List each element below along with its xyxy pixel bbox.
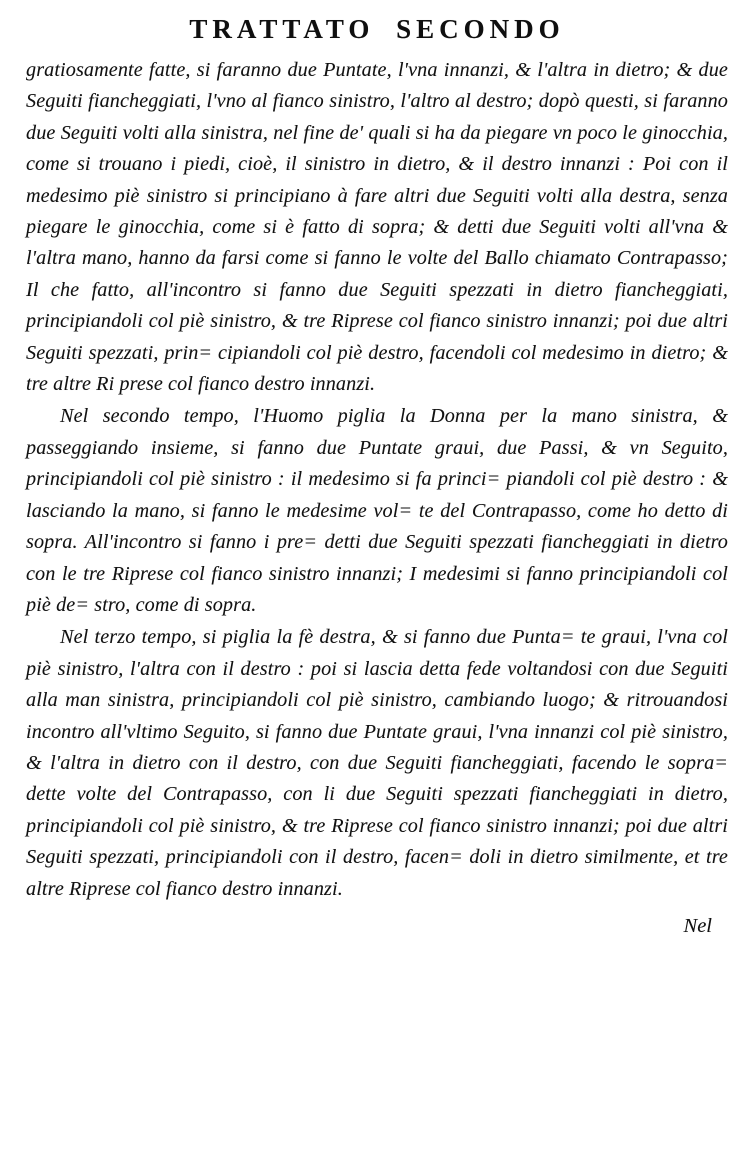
page-body (26, 55, 728, 905)
paragraph-1: gratiosamente fatte, si faranno due Puntate, l'vna innanzi, & l'altra in dietro; & due Seguiti fiancheggiati, l'vno al fianco sinistro, l'altro al destro; dopò questi, si faranno due Seguiti volti alla sinistra, nel fine de' quali si ha da piegare vn poco le ginocchia, come si trouano i piedi, cioè, il sinistro in dietro, & il destro innanzi : Poi con il medesimo piè sinistro si principiano à fare altri due Seguiti volti alla destra, senza piegare le ginocchia, come si è fatto di sopra; & detti due Seguiti volti all'vna & l'altra mano, hanno da farsi come si fanno le volte del Ballo chiamato Contrapasso; Il che fatto, all'incontro si fanno due Seguiti spezzati in dietro fiancheggiati, principiandoli col piè sinistro, & tre Riprese col fianco sinistro innanzi; poi due altri Seguiti spezzati, prin= cipiandoli col piè destro, facendoli col medesimo in dietro; & tre altre Ri prese col fianco destro innanzi. (26, 59, 728, 396)
page-running-head: TRATTATO SECONDO (189, 14, 565, 44)
paragraph-3: Nel terzo tempo, si piglia la fè destra, & si fanno due Punta= te graui, l'vna col piè sinistro, l'altra con il destro : poi si lascia detta fede voltandosi con due Seguiti alla man sinistra, principiandoli col piè sinistro, cambiando luogo; & ritrouandosi incontro all'vltimo Seguito, si fanno due Puntate graui, l'vna innanzi col piè sinistro, & l'altra in dietro con il destro, con due Seguiti fiancheggiati, facendo le sopra= dette volte del Contrapasso, con li due Seguiti spezzati fiancheggiati in dietro, principiandoli col piè sinistro, & tre Riprese col fianco sinistro innanzi; poi due altri Seguiti spezzati, principiandoli con il destro, facen= doli in dietro similmente, et tre altre Riprese col fianco destro innanzi. (26, 626, 728, 900)
paragraph-2: Nel secondo tempo, l'Huomo piglia la Donna per la mano sinistra, & passeggiando insieme, si fanno due Puntate graui, due Passi, & vn Seguito, principiandoli col piè sinistro : il medesimo si fa princi= piandoli col piè destro : & lasciando la mano, si fanno le medesime vol= te del Contrapasso, come ho detto di sopra. All'incontro si fanno i pre= detti due Seguiti spezzati fiancheggiati in dietro con le tre Riprese col fianco sinistro innanzi; I medesimi si fanno principiandoli col piè de= stro, come di sopra. (26, 405, 728, 616)
catchword: Nel (683, 914, 712, 937)
